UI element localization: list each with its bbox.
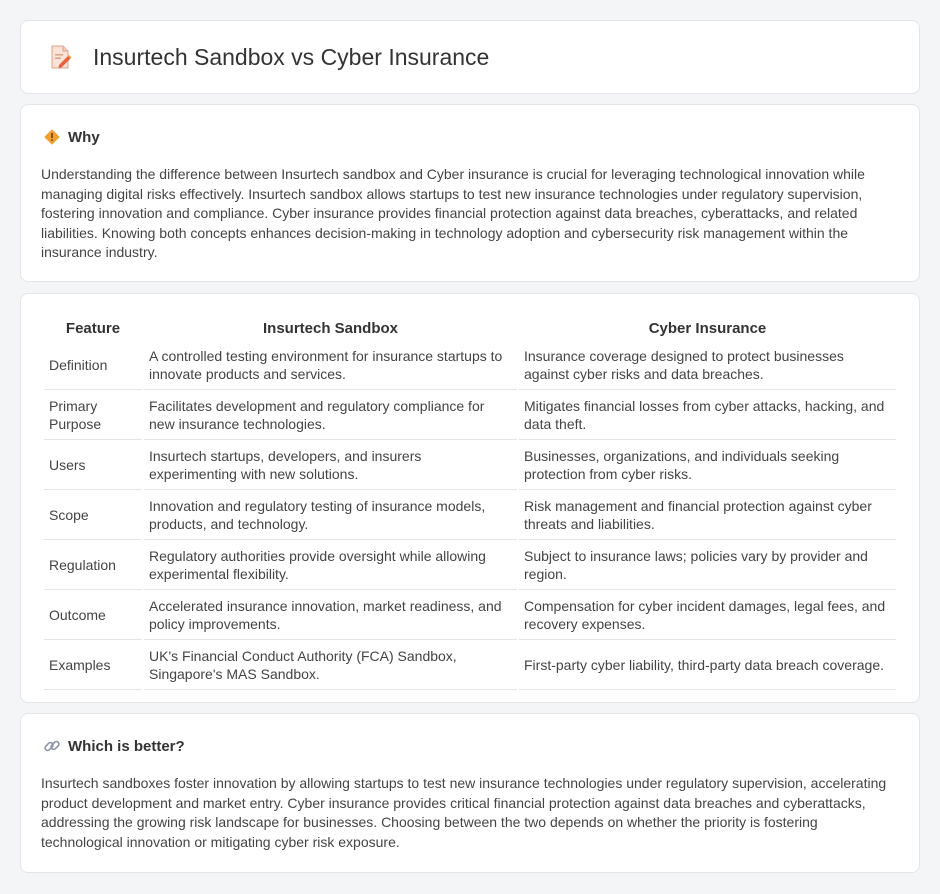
which-is-better-section <box>20 713 920 873</box>
sandbox-cell: Insurtech startups, developers, and insurers experimenting with new solutions. <box>144 442 517 490</box>
sandbox-cell: Accelerated insurance innovation, market readiness, and policy improvements. <box>144 592 517 640</box>
feature-cell: Primary Purpose <box>44 392 142 440</box>
sandbox-cell: Regulatory authorities provide oversight while allowing experimental flexibility. <box>144 542 517 590</box>
why-section <box>20 104 920 282</box>
feature-cell: Scope <box>44 492 142 540</box>
table-row <box>44 592 896 640</box>
table-row <box>44 642 896 690</box>
sandbox-cell: UK's Financial Conduct Authority (FCA) Sandbox, Singapore's MAS Sandbox. <box>144 642 517 690</box>
header-feature: Feature <box>65 320 121 337</box>
table-header-row <box>44 318 896 340</box>
why-header <box>43 128 100 146</box>
table-row <box>44 392 896 440</box>
feature-cell: Regulation <box>44 542 142 590</box>
better-text: Insurtech sandboxes foster innovation by allowing startups to test new insurance technologies under regulatory supervision, accelerating product development and market entry. Cyber insurance provides critical financial protection against data breaches and cyberattacks, addressing the growing risk landscape for businesses. Choosing between the two depends on whether the priority is fostering technological innovation or mitigating cyber risk exposure. <box>41 775 887 850</box>
feature-cell: Outcome <box>44 592 142 640</box>
diamond-warning-icon <box>43 128 61 146</box>
header-cyber-insurance: Cyber Insurance <box>648 320 767 337</box>
cyber-cell: Mitigates financial losses from cyber attacks, hacking, and data theft. <box>519 392 896 440</box>
better-header <box>43 737 185 755</box>
table-row <box>44 342 896 390</box>
cyber-cell: Risk management and financial protection against cyber threats and liabilities. <box>519 492 896 540</box>
feature-cell: Users <box>44 442 142 490</box>
cyber-cell: Subject to insurance laws; policies vary by provider and region. <box>519 542 896 590</box>
sandbox-cell: A controlled testing environment for insurance startups to innovate products and services. <box>144 342 517 390</box>
feature-cell: Examples <box>44 642 142 690</box>
table-row <box>44 542 896 590</box>
why-text: Understanding the difference between Insurtech sandbox and Cyber insurance is crucial for leveraging technological innovation while managing digital risks effectively. Insurtech sandbox allows startups to test new insurance technologies under regulatory supervision, fostering innovation and compliance. Cyber insurance provides financial protection against data breaches, cyberattacks, and related liabilities. Knowing both concepts enhances decision-making in technology adoption and cybersecurity risk management within the insurance industry. <box>41 166 865 260</box>
sandbox-cell: Innovation and regulatory testing of insurance models, products, and technology. <box>144 492 517 540</box>
table-row <box>44 442 896 490</box>
cyber-cell: Insurance coverage designed to protect businesses against cyber risks and data breaches. <box>519 342 896 390</box>
cyber-cell: Businesses, organizations, and individuals seeking protection from cyber risks. <box>519 442 896 490</box>
header-insurtech-sandbox: Insurtech Sandbox <box>262 320 399 337</box>
cyber-cell: Compensation for cyber incident damages, legal fees, and recovery expenses. <box>519 592 896 640</box>
cyber-cell: First-party cyber liability, third-party data breach coverage. <box>519 642 896 690</box>
page-title: Insurtech Sandbox vs Cyber Insurance <box>93 43 490 70</box>
title-card <box>20 20 920 94</box>
link-icon <box>43 737 61 755</box>
better-title: Which is better? <box>68 737 185 755</box>
feature-cell: Definition <box>44 342 142 390</box>
sandbox-cell: Facilitates development and regulatory compliance for new insurance technologies. <box>144 392 517 440</box>
comparison-table <box>42 316 898 692</box>
why-title: Why <box>68 128 100 146</box>
comparison-section <box>20 293 920 703</box>
document-edit-icon <box>47 44 73 70</box>
table-row <box>44 492 896 540</box>
